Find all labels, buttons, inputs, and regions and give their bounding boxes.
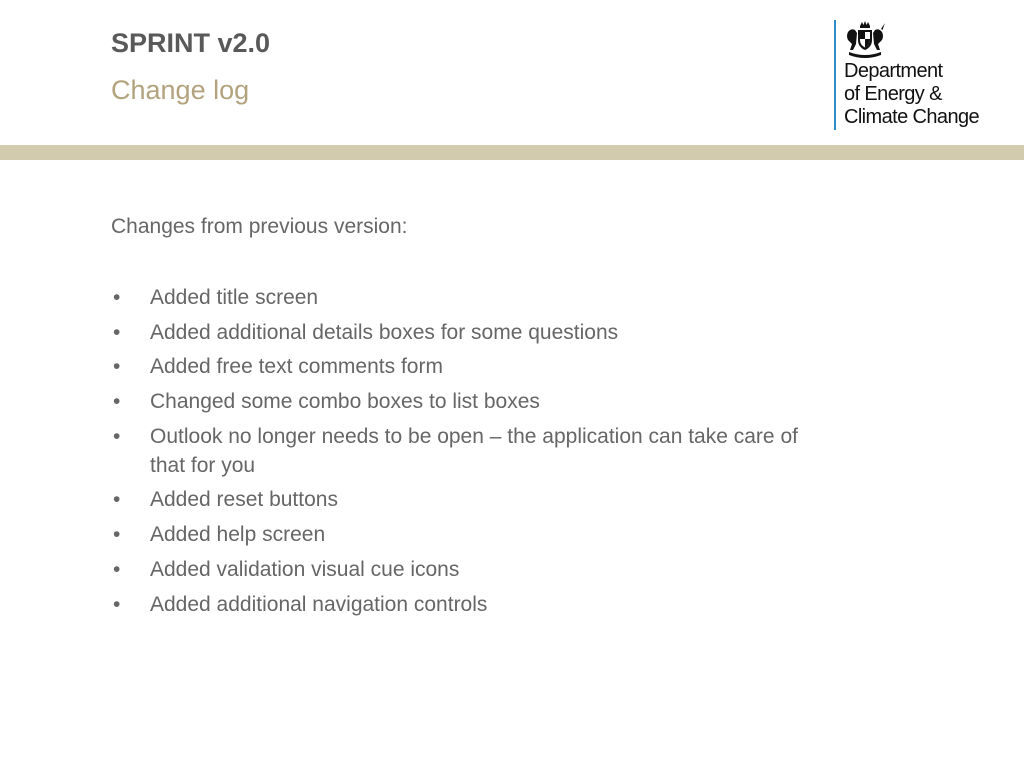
change-list-item: [111, 590, 831, 619]
change-list-item-text: Changed some combo boxes to list boxes: [150, 390, 540, 414]
department-name-line-1: Department: [844, 60, 943, 82]
change-list-item: [111, 422, 831, 480]
bullet-marker: •: [113, 320, 121, 344]
change-list-item: [111, 352, 831, 381]
department-name: [844, 60, 979, 129]
change-list-item: [111, 387, 831, 416]
slide-subtitle: Change log: [111, 75, 250, 105]
change-list-item-text: Added additional details boxes for some questions: [150, 320, 619, 344]
change-list-item-text: Added help screen: [150, 523, 326, 547]
change-list-item: [111, 318, 831, 347]
change-list: [111, 283, 831, 624]
department-logo: [834, 20, 1014, 130]
change-list-item-text: Added title screen: [150, 286, 319, 309]
change-list-item-text: Added additional navigation controls: [150, 592, 488, 616]
change-list-item: [111, 283, 831, 312]
bullet-marker: •: [113, 355, 121, 379]
bullet-marker: •: [113, 488, 121, 512]
bullet-marker: •: [113, 557, 121, 581]
slide-title: SPRINT v2.0: [111, 28, 271, 58]
change-list-item: [111, 485, 831, 514]
change-list-item: [111, 520, 831, 549]
bullet-marker: •: [113, 523, 121, 547]
department-name-line-2: of Energy &: [844, 83, 942, 105]
logo-divider: [834, 20, 836, 130]
change-list-item: [111, 555, 831, 584]
change-list-item-text: Added validation visual cue icons: [150, 557, 460, 581]
department-name-line-3: Climate Change: [844, 106, 980, 128]
change-list-item-text: Outlook no longer needs to be open – the application can take care of that for you: [150, 424, 798, 477]
bullet-marker: •: [113, 286, 121, 309]
bullet-marker: •: [113, 390, 121, 414]
intro-text: Changes from previous version:: [111, 215, 408, 238]
royal-coat-of-arms-icon: [843, 20, 887, 58]
header-band: [0, 145, 1024, 160]
change-list-item-text: Added free text comments form: [150, 355, 443, 379]
bullet-marker: •: [113, 424, 121, 448]
bullet-marker: •: [113, 592, 121, 616]
change-list-item-text: Added reset buttons: [150, 488, 338, 512]
